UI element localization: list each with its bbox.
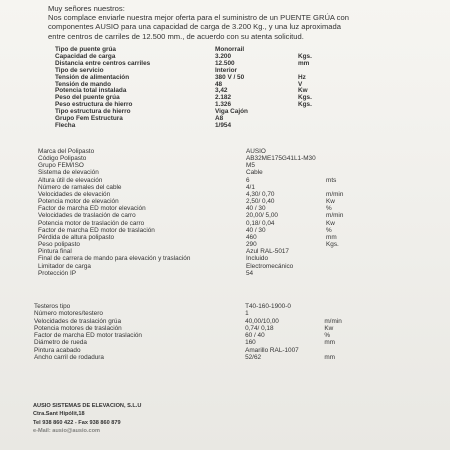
spec-value: 290 [246, 241, 257, 249]
spec-value: Monorrail [215, 46, 245, 53]
spec-unit: Kgs. [298, 94, 312, 102]
spec-row [38, 169, 368, 176]
spec-unit [326, 148, 366, 155]
spec-row [55, 116, 355, 123]
spec-unit: mm [324, 354, 336, 362]
spec-row [34, 339, 364, 346]
spec-unit [326, 184, 366, 191]
spec-label: Altura útil de elevación [38, 176, 103, 184]
spec-row [38, 241, 368, 248]
spec-value: 1.326 [215, 101, 231, 109]
spec-unit [326, 169, 366, 176]
spec-label: Distancia entre centros carriles [55, 59, 151, 67]
spec-unit: Kw [326, 198, 335, 206]
spec-value: 380 V / 50 [215, 73, 245, 81]
spec-row [38, 191, 368, 198]
spec-unit [326, 155, 366, 162]
spec-label: Potencia motores de traslación [34, 324, 122, 332]
spec-label: Tipo estructura de hierro [55, 108, 131, 116]
spec-unit: Kw [324, 324, 334, 332]
spec-row [34, 310, 364, 317]
spec-label: Tensión de alimentación [55, 73, 130, 81]
spec-value: A8 [215, 115, 224, 123]
spec-label: Limitador de carga [38, 262, 91, 270]
spec-value: 4,30/ 0,70 [246, 190, 275, 198]
intro-line: Nos complace enviarle nuestra mejor oferta para el suministro de un PUENTE GRÚA con [48, 13, 349, 23]
spec-label: Grupo FEM/ISO [38, 162, 84, 170]
intro-line: componentes AUSIO para una capacidad de carga de 3.200 Kg., y una luz aproximada [48, 22, 341, 32]
spec-label: Final de carrera de mando para elevación y traslación [38, 255, 191, 263]
spec-unit: Kgs. [326, 241, 339, 249]
spec-row [34, 318, 364, 325]
spec-row [38, 212, 368, 219]
spec-label: Capacidad de carga [55, 52, 116, 60]
spec-row [38, 227, 368, 234]
spec-label: Potencia motor de traslación de carro [38, 219, 145, 227]
spec-value: 4/1 [246, 183, 255, 191]
spec-value: 12.500 [215, 59, 235, 67]
spec-row [38, 205, 368, 212]
spec-value: 40,00/10,00 [245, 317, 279, 325]
end-carriage-specs [34, 303, 364, 361]
spec-row [34, 303, 364, 310]
spec-unit [326, 255, 366, 262]
spec-value: AB32ME175G41L1-M30 [246, 155, 316, 163]
spec-label: Factor de marcha ED motor elevación [38, 205, 146, 213]
spec-label: Peso estructura de hierro [55, 101, 133, 109]
spec-value: Cable [246, 169, 263, 177]
spec-label: Pintura final [38, 248, 72, 256]
spec-unit: m/min [324, 317, 342, 325]
spec-unit: % [326, 226, 332, 234]
spec-value: Viga Cajón [215, 108, 248, 116]
spec-unit: Kgs. [298, 52, 312, 60]
spec-row [34, 354, 364, 361]
spec-label: Potencia total instalada [55, 87, 127, 95]
spec-label: Tipo de puente grúa [55, 46, 116, 53]
spec-unit: m/min [326, 190, 344, 198]
company-address: Ctra.Sant Hipólit,18 [33, 411, 85, 418]
spec-value: 2,50/ 0,40 [246, 198, 275, 206]
spec-label: Número motores/testero [34, 310, 103, 318]
spec-row [38, 234, 368, 241]
hoist-specs [38, 148, 368, 277]
spec-label: Protección IP [38, 269, 77, 277]
spec-label: Peso polipasto [38, 241, 80, 249]
spec-unit [324, 303, 364, 310]
spec-value: Electromecánico [246, 262, 294, 270]
spec-value: Interior [215, 66, 238, 74]
spec-value: 6 [246, 176, 250, 184]
spec-value: 1/954 [215, 121, 231, 129]
spec-unit [298, 109, 338, 116]
spec-label: Diámetro de rueda [34, 339, 87, 347]
spec-value: 160 [245, 339, 256, 347]
spec-value: 1 [245, 310, 249, 318]
spec-value: 20,00/ 5,00 [246, 212, 278, 220]
spec-value: Azul RAL-5017 [246, 248, 289, 256]
spec-unit: % [324, 332, 331, 340]
spec-unit [324, 347, 364, 354]
spec-value: 0,18/ 0,04 [246, 219, 275, 227]
intro-line: entre centros de carriles de 12.500 mm., de acuerdo con su atenta solicitud. [48, 31, 304, 41]
company-name: AUSIO SISTEMAS DE ELEVACION, S.L.U [33, 403, 142, 409]
spec-label: Factor de marcha ED motor traslación [34, 332, 142, 340]
spec-unit [298, 116, 338, 123]
spec-row [34, 325, 364, 332]
spec-label: Velocidades de traslación de carro [38, 212, 136, 220]
spec-row [38, 220, 368, 227]
letter-header [48, 4, 428, 41]
spec-value: 40 / 30 [246, 205, 266, 213]
spec-value: 3,42 [215, 87, 228, 95]
spec-label: Testeros tipo [34, 303, 71, 310]
spec-label: Velocidades de traslación grúa [34, 317, 122, 325]
spec-label: Marca del Polipasto [38, 148, 95, 155]
spec-label: Tensión de mando [55, 80, 111, 88]
spec-unit: Kgs. [298, 101, 312, 109]
spec-value: Incluido [246, 255, 269, 263]
spec-label: Pérdida de altura polipasto [38, 233, 115, 241]
spec-unit: mm [324, 339, 336, 347]
spec-label: Pintura acabado [34, 346, 81, 354]
spec-value: 54 [246, 269, 254, 277]
spec-value: 3.200 [215, 52, 231, 60]
spec-value: 460 [246, 233, 257, 241]
spec-value: 40 / 30 [246, 226, 266, 234]
spec-row [34, 332, 364, 339]
spec-unit: % [326, 205, 332, 213]
spec-value: 60 / 40 [245, 332, 265, 340]
spec-value: 2.182 [215, 94, 231, 102]
spec-unit [326, 162, 366, 169]
spec-unit: Kw [326, 219, 335, 227]
spec-row [34, 347, 364, 354]
spec-value: 48 [215, 80, 223, 88]
spec-unit [326, 263, 366, 270]
spec-unit: mm [326, 233, 337, 241]
spec-label: Grupo Fem Estructura [55, 115, 123, 123]
spec-row [38, 248, 368, 255]
spec-unit [298, 123, 338, 130]
company-phone: Tel 938 860 422 - Fax 938 860 879 [33, 419, 121, 426]
spec-value: M5 [246, 162, 255, 170]
spec-row [38, 177, 368, 184]
spec-label: Código Polipasto [38, 155, 87, 163]
spec-unit [324, 310, 364, 317]
spec-value: 52/62 [245, 354, 262, 362]
company-footer [33, 402, 233, 436]
spec-label: Ancho carril de rodadura [34, 354, 104, 362]
spec-row [38, 255, 368, 262]
spec-value: T40-160-1900-0 [245, 303, 291, 310]
spec-label: Factor de marcha ED motor de traslación [38, 226, 155, 234]
spec-label: Número de ramales del cable [38, 183, 122, 191]
spec-row [38, 270, 368, 277]
spec-label: Peso del puente grúa [55, 94, 120, 102]
spec-label: Flecha [55, 121, 76, 129]
spec-unit [326, 248, 366, 255]
spec-value: Amarillo RAL-1007 [245, 346, 299, 354]
spec-unit: Hz [298, 73, 306, 81]
spec-row [38, 155, 368, 162]
spec-label: Sistema de elevación [38, 169, 99, 177]
greeting: Muy señores nuestros: [48, 4, 125, 13]
spec-label: Potencia motor de elevación [38, 198, 119, 206]
spec-row [38, 263, 368, 270]
general-specs [55, 47, 355, 130]
spec-value: AUSIO [246, 148, 266, 155]
spec-label: Tipo de servicio [55, 66, 104, 74]
spec-unit: mm [298, 59, 310, 67]
spec-row [38, 162, 368, 169]
spec-value: 0,74/ 0,18 [245, 324, 274, 332]
spec-label: Velocidades de elevación [38, 190, 111, 198]
company-email: e-Mail: ausio@ausio.com [33, 428, 100, 435]
spec-unit: V [298, 80, 303, 88]
spec-row [38, 198, 368, 205]
spec-row [38, 148, 368, 155]
spec-row [55, 123, 355, 130]
spec-unit [326, 270, 366, 277]
spec-unit: m/min [326, 212, 344, 220]
spec-row [38, 184, 368, 191]
spec-unit: mts [326, 176, 337, 184]
spec-unit: Kw [298, 87, 308, 95]
